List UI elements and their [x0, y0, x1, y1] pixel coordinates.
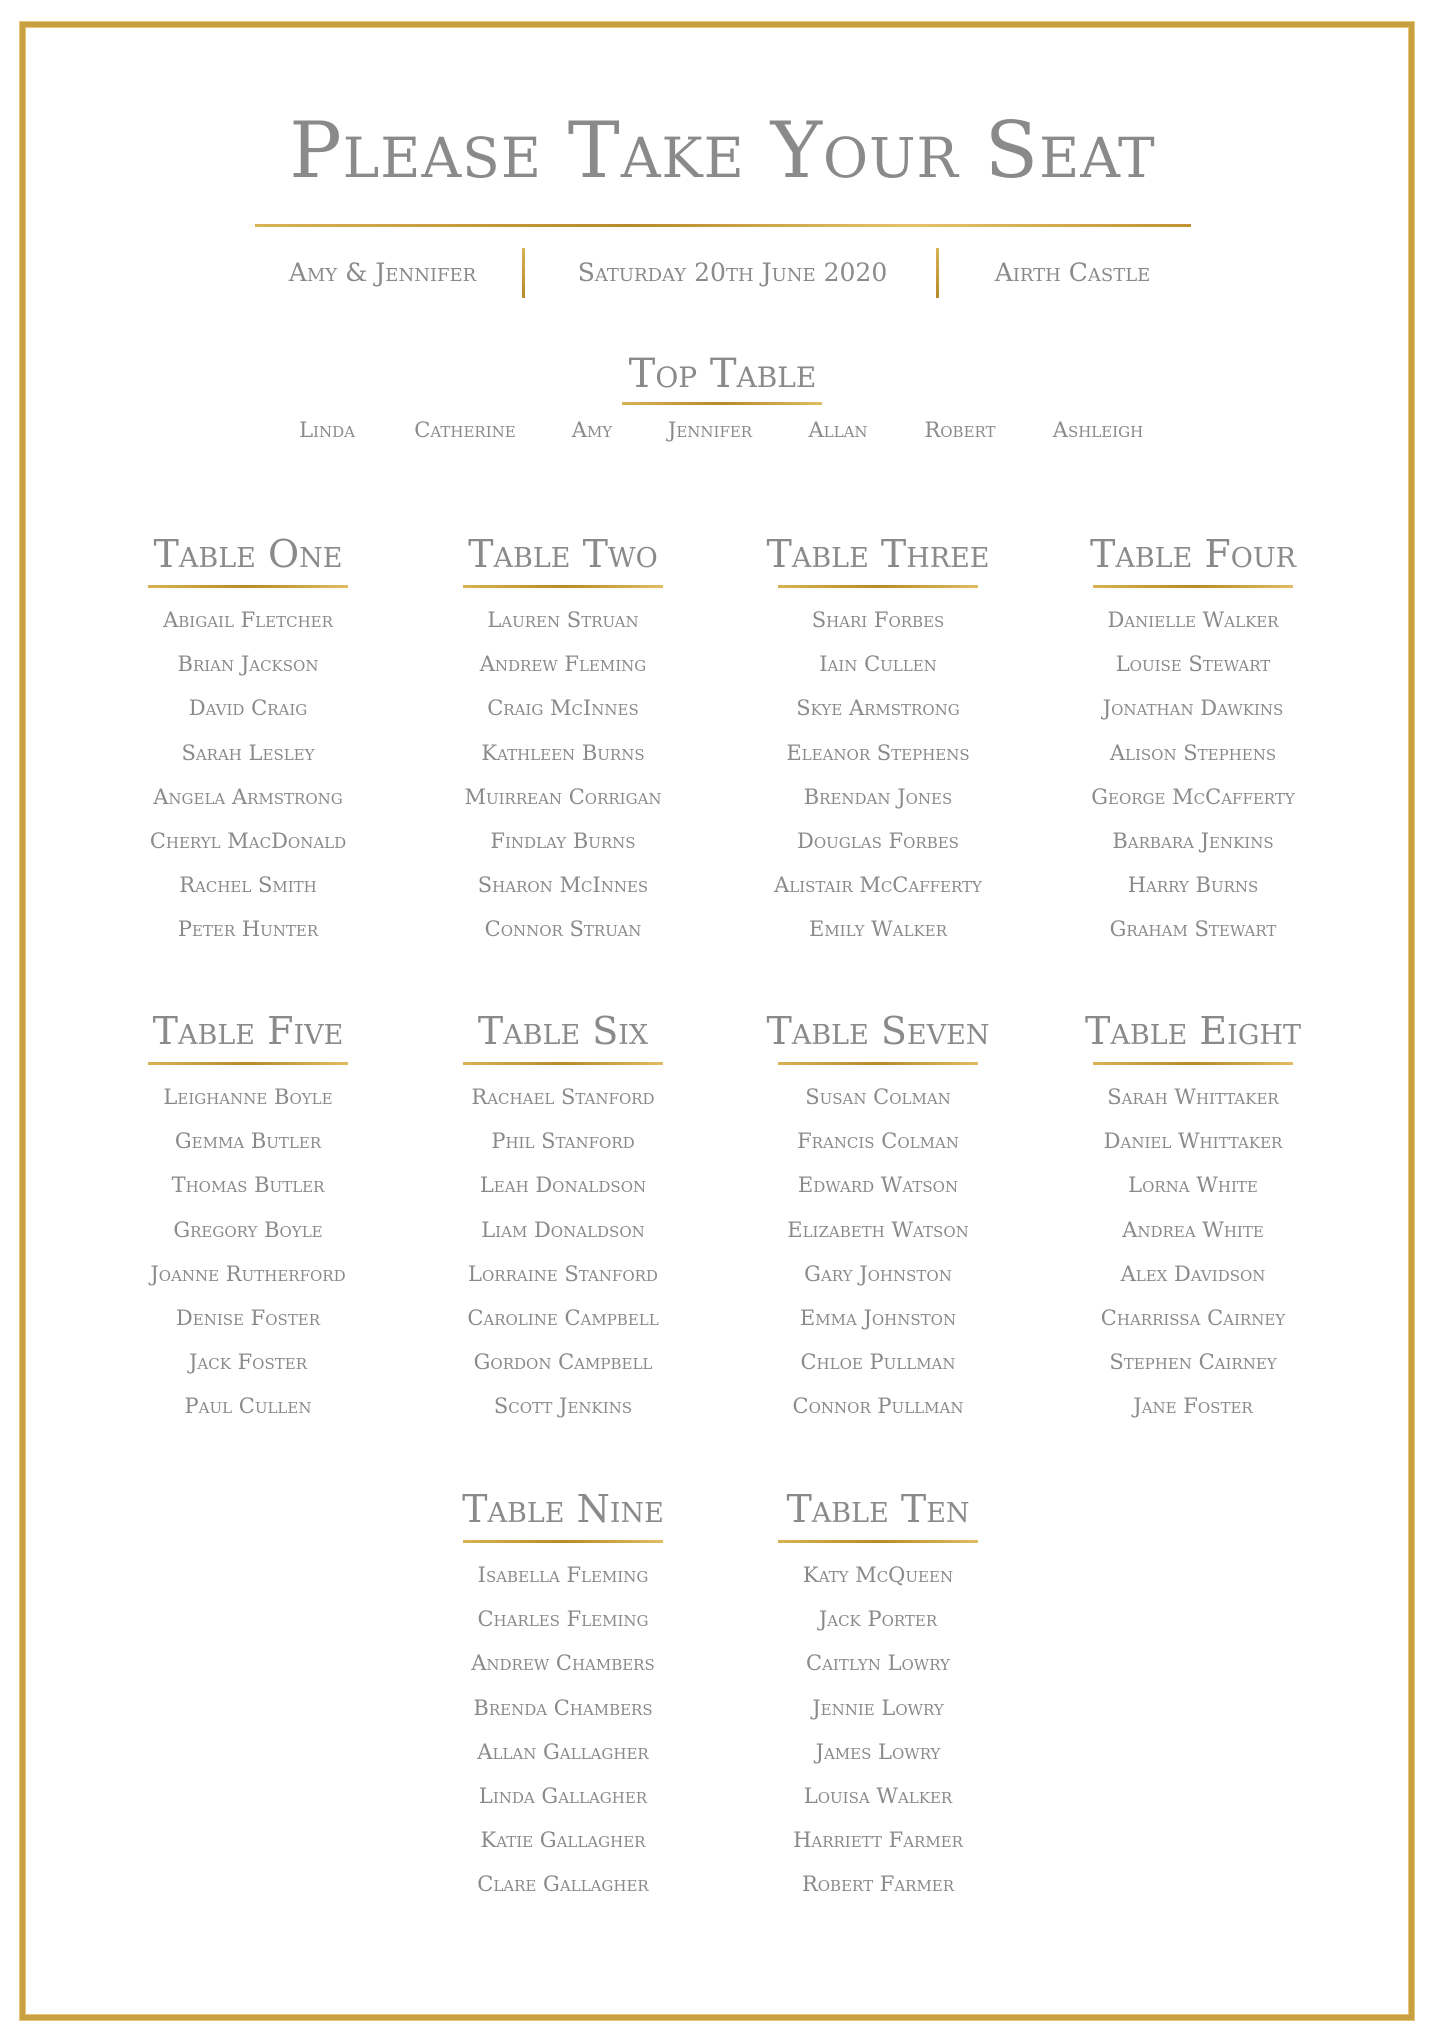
guest-name: Lorraine Stanford — [468, 1261, 658, 1286]
event-venue: Airth Castle — [994, 258, 1151, 287]
guest-name: Connor Struan — [484, 917, 642, 942]
guest-name: Abigail Fletcher — [163, 608, 333, 632]
guest-name: Jennie Lowry — [812, 1695, 944, 1720]
guest-name: Lorna White — [1128, 1173, 1258, 1198]
table-heading: Table Two — [468, 532, 658, 576]
guest-name: Shari Forbes — [811, 608, 945, 632]
guest-name: Harry Burns — [1127, 873, 1259, 898]
guest-name: Andrew Chambers — [471, 1651, 655, 1676]
info-divider — [522, 248, 525, 298]
event-info-row — [0, 248, 1445, 298]
table-ten — [733, 1487, 1023, 1907]
top-table-guest: Ashleigh — [1052, 418, 1144, 442]
guest-name: Thomas Butler — [171, 1173, 325, 1198]
table-three — [733, 532, 1023, 952]
couple-names: Amy & Jennifer — [288, 258, 477, 287]
table-six — [418, 1009, 708, 1429]
table-divider — [463, 1540, 663, 1543]
guest-name: Andrew Fleming — [479, 652, 647, 677]
guest-name: Caroline Campbell — [467, 1305, 659, 1330]
guest-name: Liam Donaldson — [481, 1217, 645, 1242]
top-table-guests — [0, 418, 1445, 448]
table-divider — [1093, 585, 1293, 588]
guest-name: Allan Gallagher — [477, 1739, 649, 1764]
guest-list — [418, 1553, 708, 1907]
guest-list — [418, 1075, 708, 1429]
guest-name: Louise Stewart — [1115, 652, 1271, 677]
title-divider — [255, 224, 1191, 227]
guest-name: Daniel Whittaker — [1103, 1129, 1283, 1154]
guest-name: Elizabeth Watson — [787, 1217, 969, 1242]
guest-name: Katy McQueen — [802, 1563, 954, 1587]
guest-name: Charles Fleming — [477, 1607, 649, 1632]
guest-name: Iain Cullen — [819, 652, 937, 677]
guest-name: Gemma Butler — [174, 1129, 322, 1154]
guest-name: Caitlyn Lowry — [806, 1651, 950, 1676]
guest-name: Linda Gallagher — [478, 1783, 648, 1808]
table-divider — [463, 1062, 663, 1065]
guest-name: Emma Johnston — [799, 1305, 957, 1330]
table-heading: Table Six — [477, 1009, 649, 1053]
guest-name: Alex Davidson — [1120, 1261, 1266, 1286]
guest-name: Joanne Rutherford — [150, 1261, 346, 1286]
guest-name: Harriett Farmer — [793, 1828, 963, 1853]
info-divider — [936, 248, 939, 298]
guest-name: Jonathan Dawkins — [1102, 696, 1284, 721]
guest-name: Andrea White — [1122, 1217, 1264, 1242]
table-divider — [148, 1062, 348, 1065]
guest-list — [733, 1553, 1023, 1907]
table-heading: Table Four — [1090, 532, 1296, 576]
guest-name: Scott Jenkins — [493, 1394, 633, 1419]
guest-name: Alison Stephens — [1109, 740, 1277, 765]
guest-name: Sharon McInnes — [477, 873, 649, 898]
table-eight — [1048, 1009, 1338, 1429]
guest-list — [418, 598, 708, 952]
guest-name: Jack Porter — [818, 1607, 938, 1632]
guest-name: Gary Johnston — [804, 1261, 952, 1286]
guest-name: Clare Gallagher — [477, 1872, 649, 1897]
guest-name: Alistair McCafferty — [774, 873, 982, 898]
guest-name: Chloe Pullman — [800, 1350, 956, 1375]
guest-name: Brendan Jones — [803, 784, 953, 809]
table-nine — [418, 1487, 708, 1907]
guest-list — [733, 598, 1023, 952]
guest-list — [103, 598, 393, 952]
table-five — [103, 1009, 393, 1429]
table-heading: Table Nine — [462, 1487, 664, 1531]
guest-name: Denise Foster — [175, 1305, 321, 1330]
guest-name: Stephen Cairney — [1109, 1350, 1277, 1375]
guest-name: Lauren Struan — [487, 608, 639, 632]
top-table-guest: Robert — [924, 418, 996, 442]
guest-name: George McCafferty — [1091, 784, 1295, 809]
guest-name: Eleanor Stephens — [786, 740, 970, 765]
guest-name: Isabella Fleming — [477, 1563, 649, 1587]
guest-name: Angela Armstrong — [153, 784, 343, 809]
guest-name: Cheryl MacDonald — [149, 828, 347, 853]
table-divider — [148, 585, 348, 588]
top-table-guest: Linda — [299, 418, 355, 442]
guest-name: Francis Colman — [797, 1129, 959, 1154]
top-table-guest: Jennifer — [667, 418, 753, 442]
top-table-guest: Amy — [571, 418, 613, 442]
guest-name: Phil Stanford — [491, 1129, 635, 1154]
guest-name: Sarah Whittaker — [1107, 1085, 1279, 1109]
table-four — [1048, 532, 1338, 952]
top-table-guest: Allan — [808, 418, 868, 442]
guest-name: Barbara Jenkins — [1112, 828, 1274, 853]
guest-name: Kathleen Burns — [481, 740, 645, 765]
guest-name: Robert Farmer — [801, 1872, 955, 1897]
table-divider — [778, 1062, 978, 1065]
guest-name: James Lowry — [815, 1739, 941, 1764]
table-seven — [733, 1009, 1023, 1429]
table-divider — [1093, 1062, 1293, 1065]
table-heading: Table One — [153, 532, 343, 576]
guest-name: Brian Jackson — [177, 652, 319, 677]
table-one — [103, 532, 393, 952]
table-two — [418, 532, 708, 952]
guest-name: Graham Stewart — [1109, 917, 1277, 942]
table-divider — [778, 1540, 978, 1543]
guest-name: Gregory Boyle — [173, 1217, 323, 1242]
table-divider — [778, 585, 978, 588]
guest-name: Findlay Burns — [490, 828, 636, 853]
guest-name: Muirrean Corrigan — [464, 784, 662, 809]
guest-name: Edward Watson — [797, 1173, 959, 1198]
guest-name: Danielle Walker — [1107, 608, 1279, 632]
page-title: Please Take Your Seat — [289, 106, 1156, 196]
event-date: Saturday 20th June 2020 — [577, 258, 888, 287]
guest-name: Peter Hunter — [177, 917, 319, 942]
guest-list — [1048, 1075, 1338, 1429]
guest-name: Rachel Smith — [179, 873, 317, 898]
table-heading: Table Seven — [766, 1009, 990, 1053]
guest-name: Katie Gallagher — [480, 1828, 646, 1853]
table-heading: Table Ten — [786, 1487, 970, 1531]
guest-name: Brenda Chambers — [473, 1695, 653, 1720]
guest-name: Skye Armstrong — [796, 696, 960, 721]
table-heading: Table Eight — [1085, 1009, 1301, 1053]
top-table-guest: Catherine — [414, 418, 516, 442]
guest-name: Leighanne Boyle — [163, 1085, 333, 1109]
guest-name: Susan Colman — [805, 1085, 951, 1109]
guest-name: Sarah Lesley — [181, 740, 315, 765]
guest-list — [1048, 598, 1338, 952]
guest-name: Craig McInnes — [487, 696, 639, 721]
guest-name: Connor Pullman — [792, 1394, 964, 1419]
table-divider — [463, 585, 663, 588]
guest-name: Douglas Forbes — [797, 828, 959, 853]
guest-name: Rachael Stanford — [471, 1085, 655, 1109]
guest-list — [103, 1075, 393, 1429]
guest-name: Gordon Campbell — [473, 1350, 653, 1375]
top-table-divider — [622, 402, 822, 405]
guest-name: Jack Foster — [188, 1350, 307, 1375]
guest-name: Jane Foster — [1133, 1394, 1253, 1419]
guest-list — [733, 1075, 1023, 1429]
guest-name: David Craig — [188, 696, 308, 721]
top-table-heading: Top Table — [628, 351, 817, 397]
guest-name: Emily Walker — [808, 917, 948, 942]
table-heading: Table Three — [766, 532, 990, 576]
guest-name: Louisa Walker — [803, 1783, 953, 1808]
table-heading: Table Five — [152, 1009, 344, 1053]
guest-name: Leah Donaldson — [479, 1173, 647, 1198]
guest-name: Paul Cullen — [184, 1394, 312, 1419]
guest-name: Charrissa Cairney — [1100, 1305, 1286, 1330]
